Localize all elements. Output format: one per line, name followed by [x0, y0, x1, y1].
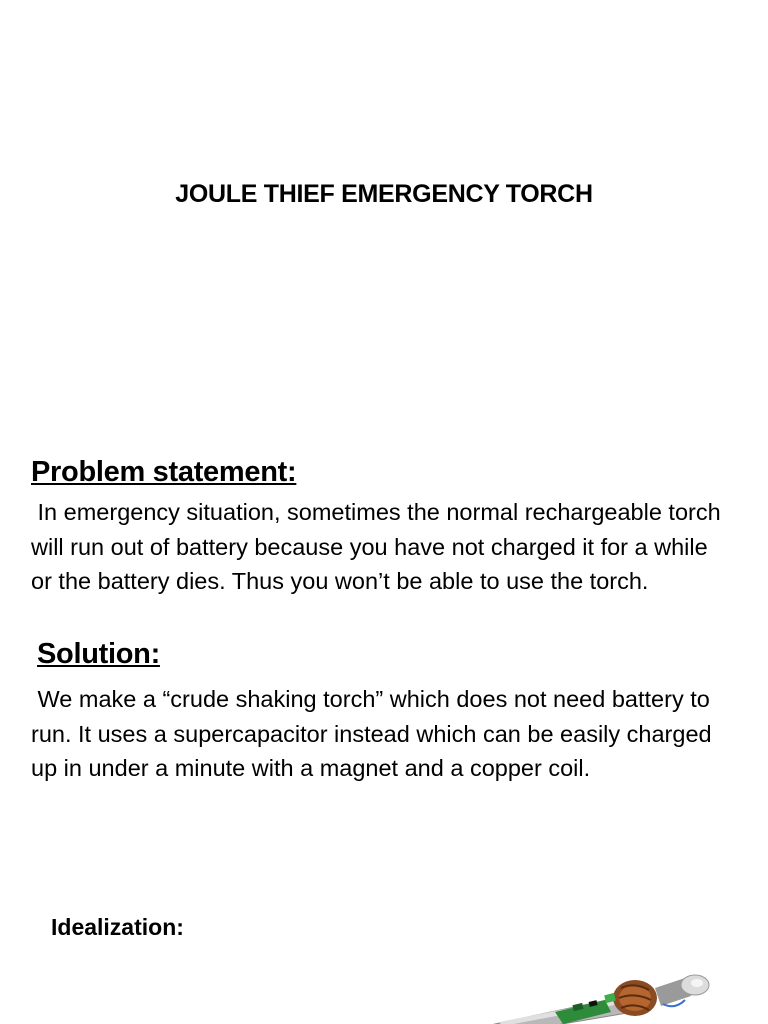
solution-heading: Solution:: [37, 638, 160, 670]
solution-text: We make a “crude shaking torch” which does not need battery to run. It uses a supercapacitor instead which can be easily charged up in under a minute with a magnet and a copper coil.: [31, 686, 719, 781]
problem-statement-text: In emergency situation, sometimes the normal rechargeable torch will run out of battery because you have not charged it for a while or the battery dies. Thus you won’t be able to use the torch.: [31, 499, 728, 594]
document-title: JOULE THIEF EMERGENCY TORCH: [175, 180, 593, 208]
problem-statement-heading: Problem statement:: [31, 456, 297, 488]
shaking-torch-image: [485, 960, 725, 1024]
idealization-heading: Idealization:: [51, 914, 184, 940]
